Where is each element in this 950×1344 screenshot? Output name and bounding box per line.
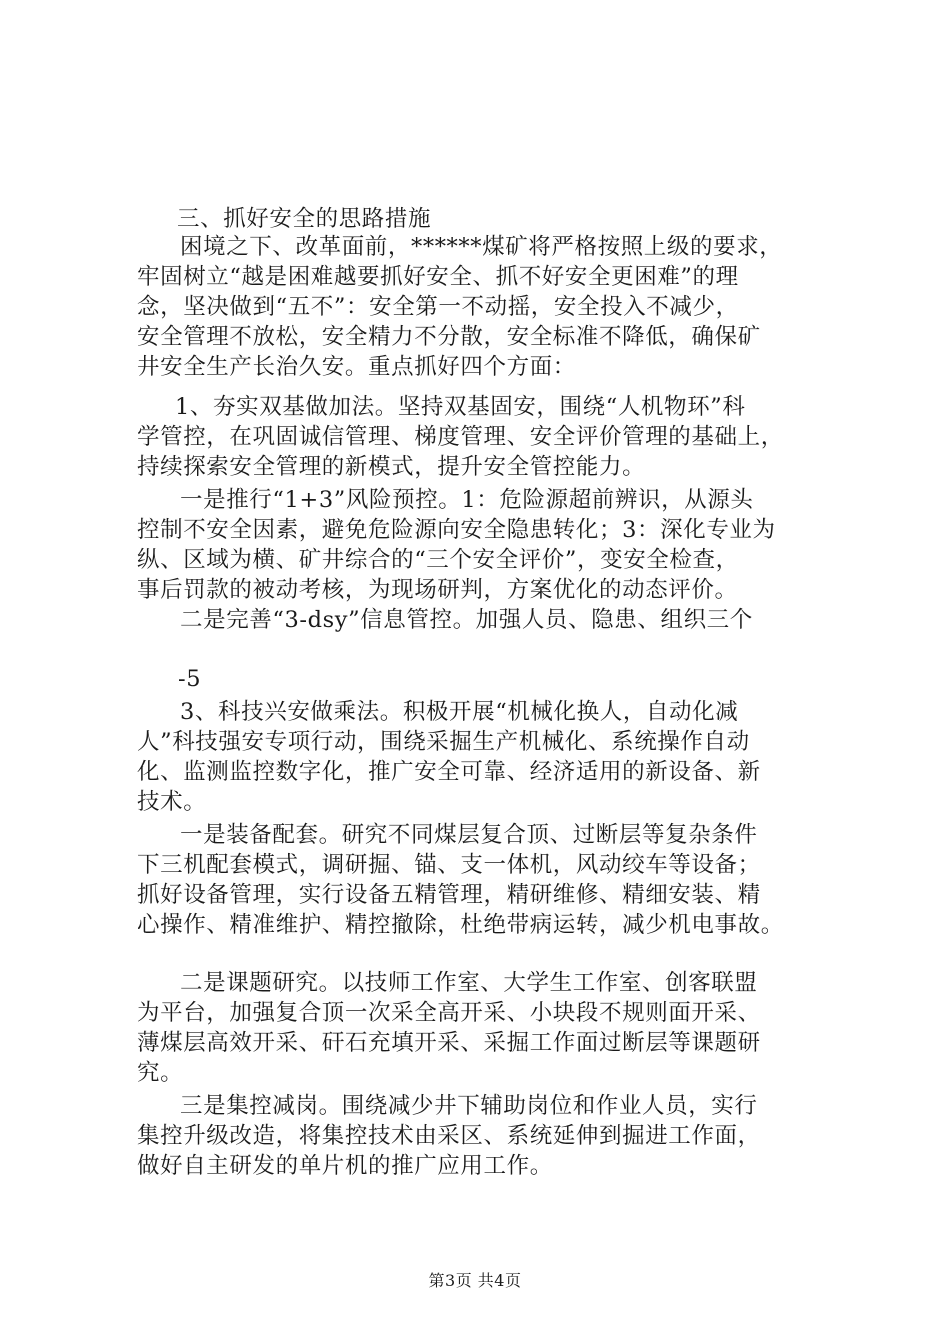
text-line: 持续探索安全管理的新模式，提升安全管控能力。 <box>137 454 646 480</box>
text-line: 安全管理不放松，安全精力不分散，安全标准不降低，确保矿 <box>137 324 761 350</box>
text-line: 薄煤层高效开采、矸石充填开采、采掘工作面过断层等课题研 <box>137 1030 761 1056</box>
text-line: 控制不安全因素，避免危险源向安全隐患转化；3：深化专业为 <box>137 517 776 543</box>
text-line: 1、夯实双基做加法。坚持双基固安，围绕“人机物环”科 <box>175 394 746 420</box>
page-number-marker: -5 <box>178 666 202 692</box>
text-line: 念，坚决做到“五不”：安全第一不动摇，安全投入不减少， <box>137 294 739 320</box>
text-line: 学管控，在巩固诚信管理、梯度管理、安全评价管理的基础上， <box>137 424 784 450</box>
text-line: 纵、区域为横、矿井综合的“三个安全评价”，变安全检查， <box>137 547 739 573</box>
text-line: 做好自主研发的单片机的推广应用工作。 <box>137 1153 553 1179</box>
text-line: 牢固树立“越是困难越要抓好安全、抓不好安全更困难”的理 <box>137 264 739 290</box>
text-line: 一是推行“1+3”风险预控。1：危险源超前辨识，从源头 <box>180 487 754 513</box>
page-footer: 第3页 共4页 <box>428 1271 522 1290</box>
section-heading: 三、抓好安全的思路措施 <box>177 206 432 232</box>
text-line: 究。 <box>137 1060 184 1086</box>
text-line: 二是课题研究。以技师工作室、大学生工作室、创客联盟 <box>180 970 758 996</box>
text-line: 二是完善“3-dsy”信息管控。加强人员、隐患、组织三个 <box>180 607 753 633</box>
text-line: 心操作、精准维护、精控撤除，杜绝带病运转，减少机电事故。 <box>137 912 784 938</box>
text-line: 下三机配套模式，调研掘、锚、支一体机，风动绞车等设备； <box>137 852 761 878</box>
text-line: 三是集控减岗。围绕减少井下辅助岗位和作业人员，实行 <box>180 1093 758 1119</box>
text-line: 为平台，加强复合顶一次采全高开采、小块段不规则面开采、 <box>137 1000 761 1026</box>
text-line: 事后罚款的被动考核，为现场研判，方案优化的动态评价。 <box>137 577 738 603</box>
text-line: 困境之下、改革面前，******煤矿将严格按照上级的要求， <box>180 234 783 260</box>
text-line: 井安全生产长治久安。重点抓好四个方面： <box>137 354 576 380</box>
text-line: 一是装备配套。研究不同煤层复合顶、过断层等复杂条件 <box>180 822 758 848</box>
text-line: 抓好设备管理，实行设备五精管理，精研维修、精细安装、精 <box>137 882 761 908</box>
text-line: 集控升级改造，将集控技术由采区、系统延伸到掘进工作面， <box>137 1123 761 1149</box>
text-line: 技术。 <box>137 789 207 815</box>
text-line: 化、监测监控数字化，推广安全可靠、经济适用的新设备、新 <box>137 759 761 785</box>
text-line: 人”科技强安专项行动，围绕采掘生产机械化、系统操作自动 <box>137 729 750 755</box>
text-line: 3、科技兴安做乘法。积极开展“机械化换人，自动化减 <box>180 699 739 725</box>
